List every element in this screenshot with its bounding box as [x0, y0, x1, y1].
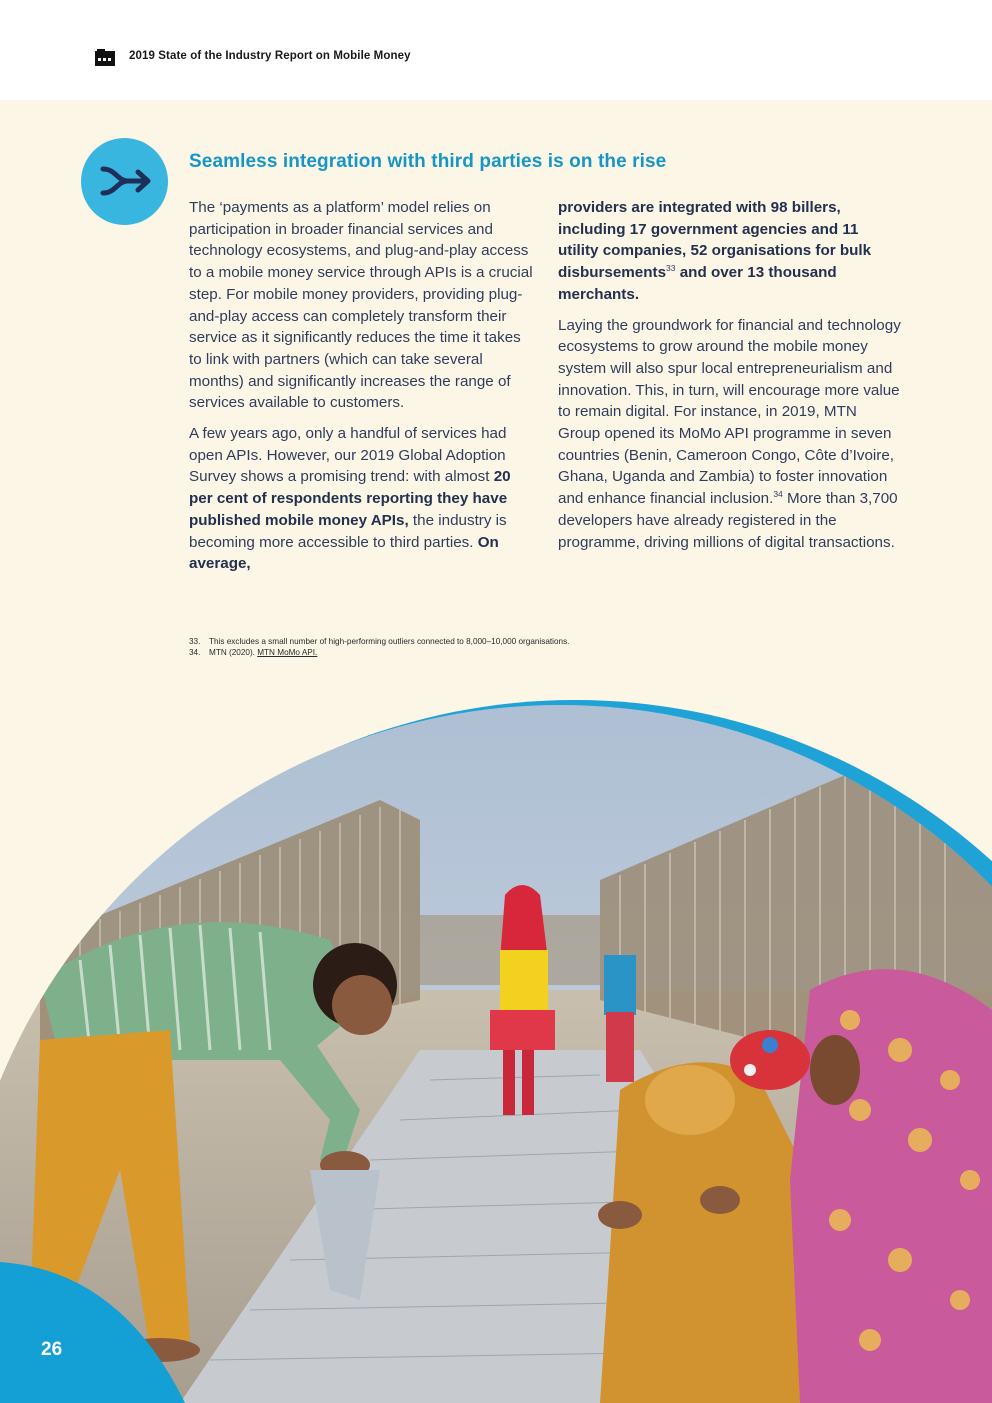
- page-header: [0, 0, 992, 100]
- section-heading: Seamless integration with third parties is on the rise: [189, 151, 667, 172]
- footnote: 33. This excludes a small number of high-performing outliers connected to 8,000–10,000 organisations.: [189, 637, 570, 646]
- footnotes: [189, 636, 569, 658]
- merge-arrow-icon: [81, 138, 168, 225]
- footnote-ref[interactable]: 34: [773, 489, 783, 500]
- footnote-link[interactable]: MTN MoMo API.: [257, 648, 318, 657]
- paragraph: The ‘payments as a platform’ model relies on participation in broader financial services and technology ecosystems, and plug-and-play access to a mobile money service through APIs is a crucial step. For mobile money providers, providing plug-and-play access can completely transform their service as it significantly reduces the time it takes to link with partners (which can take several months) and significantly increases the range of services available to customers.: [189, 199, 533, 412]
- paragraph: providers are integrated with 98 billers, including 17 government agencies and 11 utility companies, 52 organisations for bulk disbursements$^{33}$ and over 13 thousand merchants.: [558, 199, 872, 303]
- right-column: [558, 197, 903, 562]
- footnote: 34. MTN (2020). MTN MoMo API.: [189, 648, 318, 657]
- left-column: [189, 197, 534, 584]
- report-logo-icon: [95, 49, 115, 66]
- footnote-ref[interactable]: 33: [666, 263, 676, 274]
- fish-drying-photo: [0, 690, 992, 1403]
- page-number: 26: [41, 1339, 63, 1360]
- paragraph: A few years ago, only a handful of services had open APIs. However, our 2019 Global Adoption Survey shows a promising trend: with almost 20 per cent of respondents reporting they have published mobile money APIs, the industry is becoming more accessible to third parties. On average,: [189, 425, 511, 573]
- report-title: 2019 State of the Industry Report on Mobile Money: [129, 50, 411, 62]
- paragraph: Laying the groundwork for financial and technology ecosystems to grow around the mobile money system will also spur local entrepreneurialism and innovation. This, in turn, will encourage more value to remain digital. For instance, in 2019, MTN Group opened its MoMo API programme in seven countries (Benin, Cameroon Congo, Côte d’Ivoire, Ghana, Uganda and Zambia) to foster innovation and enhance financial inclusion.$^{34}$ More than 3,700 developers have already registered in the programme, driving millions of digital transactions.: [558, 316, 901, 551]
